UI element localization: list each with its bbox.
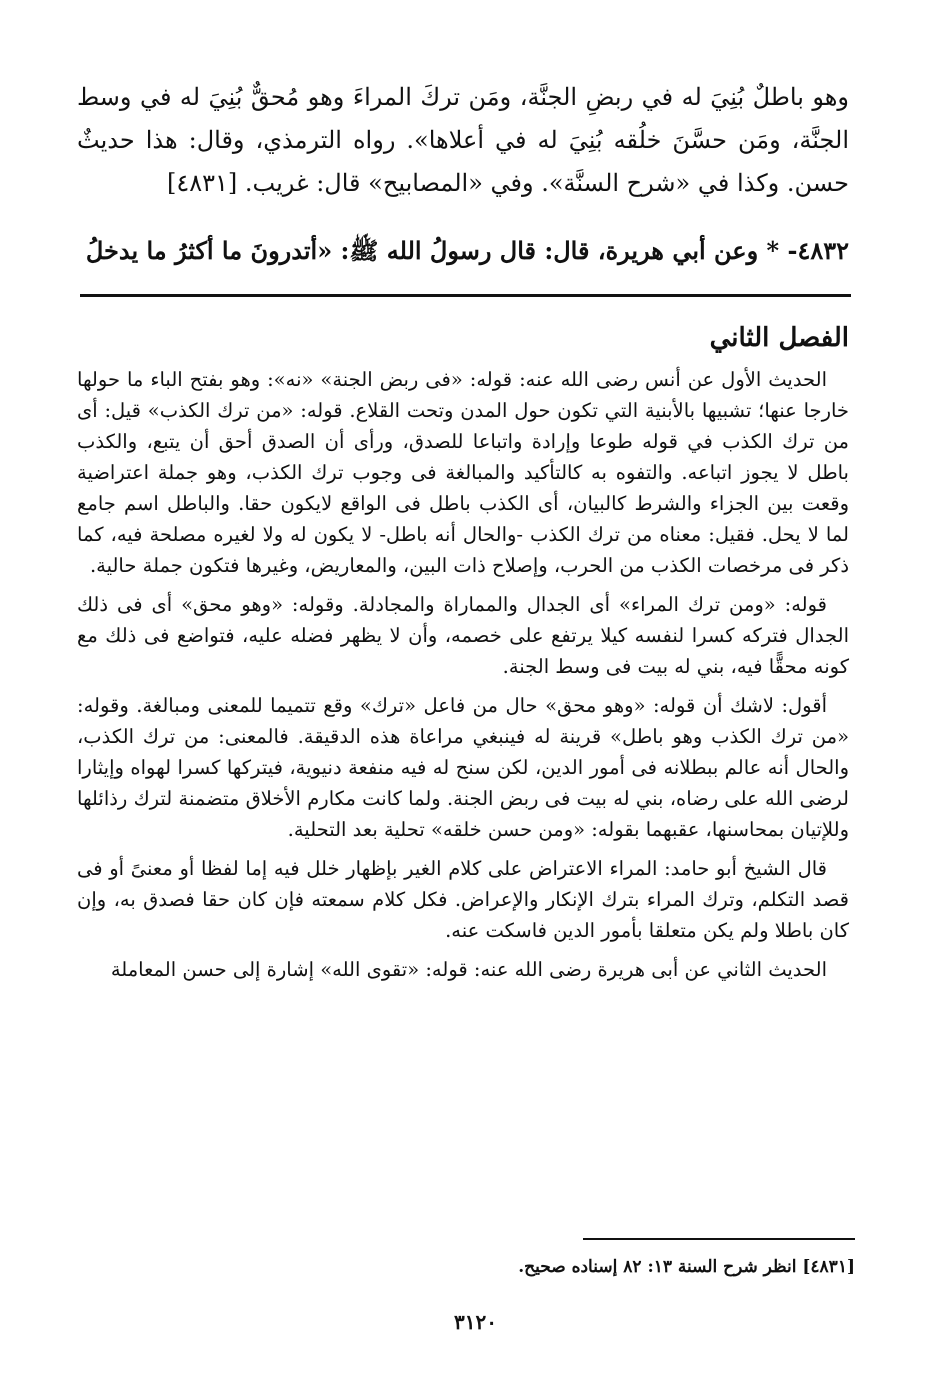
footnote: [٤٨٣١] انظر شرح السنة ١٣: ٨٢ إسناده صحيح. (518, 1257, 855, 1277)
commentary-body (77, 364, 849, 993)
main-text-divider (80, 294, 851, 297)
commentary-paragraph: قال الشيخ أبو حامد: المراء الاعتراض على كلام الغير بإظهار خلل فيه إما لفظا أو معنىً أو فى قصد التكلم، وترك المراء بترك الإنكار والإعراض. فكل كلام سمعته فإن كان حقا فصدق به، وإن كان باطلا ولم يكن متعلقا بأمور الدين فاسكت عنه. (77, 857, 849, 942)
section-heading: الفصل الثاني (709, 323, 849, 353)
footnote-divider (583, 1238, 855, 1240)
commentary-paragraph: أقول: لاشك أن قوله: «وهو محق» حال من فاعل «ترك» وقع تتميما للمعنى ومبالغة. وقوله: «من ترك الكذب وهو باطل» قرينة له فينبغي مراعاة هذه الدقيقة. فالمعنى: من ترك الكذب، والحال أنه عالم ببطلانه فى أمور الدين، لكن سنح له فيه منفعة دنيوية، فيتركها كسرا لهواه وإيثارا لرضى الله على رضاه، بني له بيت فى ربض الجنة. ولما كانت مكارم الأخلاق متضمنة لترك رذائلها وللإتيان بمحاسنها، عقبهما بقوله: «ومن حسن خلقه» تحلية بعد التحلية. (77, 694, 849, 841)
page-number: ٣١٢٠ (454, 1310, 497, 1334)
hadith-4832-opening: ٤٨٣٢- * وعن أبي هريرة، قال: قال رسولُ الله ﷺ: «أتدرونَ ما أكثرُ ما يدخلُ (85, 236, 849, 265)
commentary-paragraph: الحديث الثاني عن أبى هريرة رضى الله عنه: قوله: «تقوى الله» إشارة إلى حسن المعاملة (110, 958, 827, 981)
commentary-paragraph: الحديث الأول عن أنس رضى الله عنه: قوله: «فى ربض الجنة» «نه»: وهو بفتح الباء ما حولها خارجا عنها؛ تشبيها بالأبنية التي تكون حول المدن وتحت القلاع. قوله: «من ترك الكذب» قيل: أى من ترك الكذب في قوله طوعا وإرادة واتباعا للصدق، ورأى أن الصدق أحق أن يتبع، والكذب باطل لا يجوز اتباعه. والتفوه به كالتأكيد والمبالغة فى وجوب ترك الكذب، وهو جملة اعتراضية وقعت بين الجزاء والشرط كالبيان، أى الكذب باطل فى الواقع لايكون حقا. والباطل اسم جامع لما لا يحل. فقيل: معناه من ترك الكذب -والحال أنه باطل- لا يكون له ولا لغيره مصلحة فيه، كما ذكر فى مرخصات الكذب من الحرب، وإصلاح ذات البين، والمعاريض، وغيرها فتكون جملة حالية. (77, 368, 849, 577)
hadith-text-continuation: وهو باطلٌ بُنِيَ له في ربضِ الجنَّة، ومَن تركَ المراءَ وهو مُحقٌّ بُنِيَ له في وسط الجنَّة، ومَن حسَّنَ خلُقه بُنِيَ له في أعلاها». رواه الترمذي، وقال: هذا حديثٌ حسن. وكذا في «شرح السنَّة». وفي «المصابيح» قال: غريب. [٤٨٣١] (77, 83, 849, 197)
commentary-paragraph: قوله: «ومن ترك المراء» أى الجدال والمماراة والمجادلة. وقوله: «وهو محق» أى فى ذلك الجدال فتركه كسرا لنفسه كيلا يرتفع على خصمه، وأن لا يظهر فضله عليه، فتواضع فى ذلك مع كونه محقًّا فيه، بني له بيت فى وسط الجنة. (77, 593, 849, 678)
